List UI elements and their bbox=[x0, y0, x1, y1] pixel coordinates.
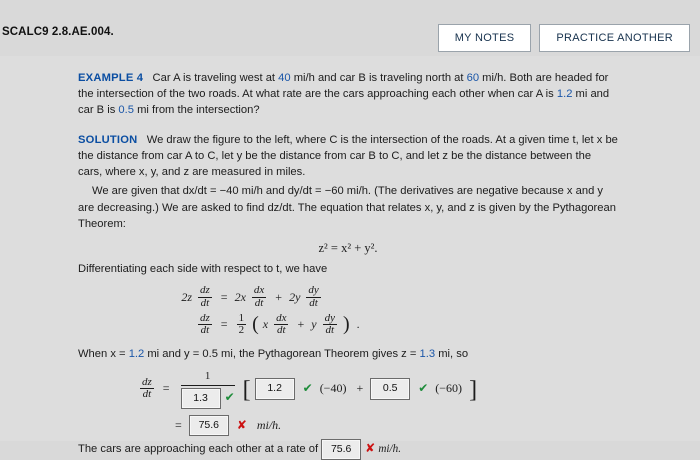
practice-another-button[interactable]: PRACTICE ANOTHER bbox=[539, 24, 690, 52]
example-paragraph bbox=[78, 70, 618, 119]
example-speed-b: 60 bbox=[466, 72, 480, 84]
example-speed-a: 40 bbox=[278, 72, 291, 84]
derivative-equation-row-2: $\frac{dz}{dt}$ = $\frac{1}{2}$ ( x $\frac{dx}{dt}$ + y $\frac{dy}{dt}$ ) . bbox=[158, 313, 618, 337]
check-icon-z: ✔ bbox=[224, 389, 235, 404]
pythagorean-equation: z² = x² + y². bbox=[318, 241, 378, 256]
answer-input-result[interactable]: 75.6 bbox=[189, 415, 229, 436]
solution-label: SOLUTION bbox=[78, 133, 138, 146]
problem-sheet bbox=[0, 56, 700, 456]
eq1-equals: = bbox=[220, 289, 228, 304]
answer-equals: = bbox=[162, 381, 170, 396]
final-unit: mi/h. bbox=[378, 443, 402, 456]
check-icon-x: ✔ bbox=[302, 381, 313, 396]
answer-input-final[interactable]: 75.6 bbox=[321, 439, 361, 460]
derivative-equation-row-1 bbox=[158, 285, 618, 309]
solution-paragraph-3 bbox=[78, 261, 618, 277]
when-z-value: 1.3 bbox=[419, 347, 436, 360]
dx-dt-fraction-1: $\frac{dx}{dt}$ bbox=[253, 284, 265, 310]
eq1-plus: + bbox=[275, 289, 283, 304]
answer-equation-row: $\frac{dz}{dt}$ = $\frac{1}{1.3 ✔}$ [ 1.2 ✔ (−40) + 0.5 ✔ (−60) ] bbox=[138, 369, 618, 409]
example-label: EXAMPLE 4 bbox=[78, 72, 144, 84]
example-text-1: Car A is traveling west at bbox=[152, 72, 279, 84]
eq2-plus: + bbox=[297, 316, 305, 331]
eq2-x: x bbox=[262, 316, 269, 331]
exercise-id: SCALC9 2.8.AE.004. bbox=[2, 26, 114, 38]
header-bar bbox=[0, 0, 700, 56]
eq2-period: . bbox=[356, 316, 360, 331]
dx-dt-fraction-2: $\frac{dx}{dt}$ bbox=[276, 311, 287, 337]
final-statement bbox=[78, 439, 618, 460]
dy-dt-fraction-2: $\frac{dy}{dt}$ bbox=[324, 311, 335, 337]
one-over-z-fraction bbox=[181, 369, 235, 409]
cross-icon-final: ✘ bbox=[365, 441, 376, 456]
solution-paragraph-2 bbox=[78, 183, 618, 232]
when-text-b: mi and y = 0.5 mi, the Pythagorean Theorem gives z = bbox=[144, 347, 420, 360]
answer-input-x[interactable]: 1.2 bbox=[255, 378, 295, 399]
solution-text-2: We are given that dx/dt = −40 mi/h and dy/dt = −60 mi/h. (The derivatives are negative because x and y are decreasing.) We are asked to find dz/dt. The equation that relates x, y, and z is given by the Pythagorean Theorem: bbox=[78, 185, 616, 230]
problem-content bbox=[78, 70, 618, 460]
result-equals: = bbox=[175, 417, 182, 432]
derivative-equations bbox=[158, 285, 618, 336]
eq1-lhs-coeff: 2z bbox=[181, 289, 192, 304]
answer-plus: + bbox=[356, 381, 364, 396]
example-text-5: mi from the intersection? bbox=[133, 104, 260, 117]
dz-dt-fraction-1: $\frac{dz}{dt}$ bbox=[200, 284, 210, 310]
answer-input-y[interactable]: 0.5 bbox=[370, 378, 410, 399]
example-text-2: mi/h and car B is traveling north at bbox=[290, 72, 467, 84]
example-text-4: mi and car B is bbox=[78, 88, 610, 117]
eq2-y: y bbox=[311, 316, 317, 331]
check-icon-y: ✔ bbox=[418, 381, 429, 396]
answer-dy-value: (−60) bbox=[435, 381, 463, 396]
eq1-rhs-coeff-x: 2x bbox=[234, 289, 246, 304]
when-paragraph bbox=[78, 346, 618, 362]
eq2-equals: = bbox=[220, 316, 228, 331]
result-equation-row bbox=[138, 415, 618, 436]
solution-text-3: Differentiating each side with respect to t, we have bbox=[78, 263, 328, 276]
example-dist-b: 0.5 bbox=[118, 104, 134, 117]
header-button-group bbox=[438, 24, 690, 52]
when-text-a: When x = bbox=[78, 347, 129, 360]
result-unit: mi/h. bbox=[256, 417, 282, 432]
solution-text-1: We draw the figure to the left, where C is the intersection of the roads. At a given time t, let x be the distance from car A to C, let y be the distance from car B to C, and let z be the distance between the cars, where x, y, and z are measured in miles. bbox=[78, 133, 618, 179]
when-x-value: 1.2 bbox=[128, 347, 145, 360]
answer-dx-value: (−40) bbox=[319, 381, 347, 396]
when-text-c: mi, so bbox=[435, 347, 469, 360]
example-text-3: mi/h. Both are headed for the intersection of the two roads. At what rate are the cars approaching each other when car A is bbox=[78, 72, 609, 101]
cross-icon-result: ✘ bbox=[236, 417, 247, 432]
dz-dt-fraction-2: $\frac{dz}{dt}$ bbox=[200, 311, 210, 337]
dz-dt-fraction-3: $\frac{dz}{dt}$ bbox=[142, 375, 152, 401]
answer-input-z[interactable]: 1.3 bbox=[181, 388, 221, 409]
my-notes-button[interactable]: MY NOTES bbox=[438, 24, 532, 52]
numerator-one: 1 bbox=[204, 369, 211, 382]
eq1-rhs-coeff-y: 2y bbox=[289, 289, 301, 304]
example-dist-a: 1.2 bbox=[556, 88, 573, 101]
final-text: The cars are approaching each other at a rate of bbox=[78, 443, 322, 456]
dy-dt-fraction-1: $\frac{dy}{dt}$ bbox=[308, 284, 319, 310]
answer-equations bbox=[138, 369, 618, 436]
denominator-z bbox=[181, 385, 235, 409]
one-half-fraction: $\frac{1}{2}$ bbox=[238, 311, 245, 337]
solution-paragraph-1 bbox=[78, 132, 618, 181]
